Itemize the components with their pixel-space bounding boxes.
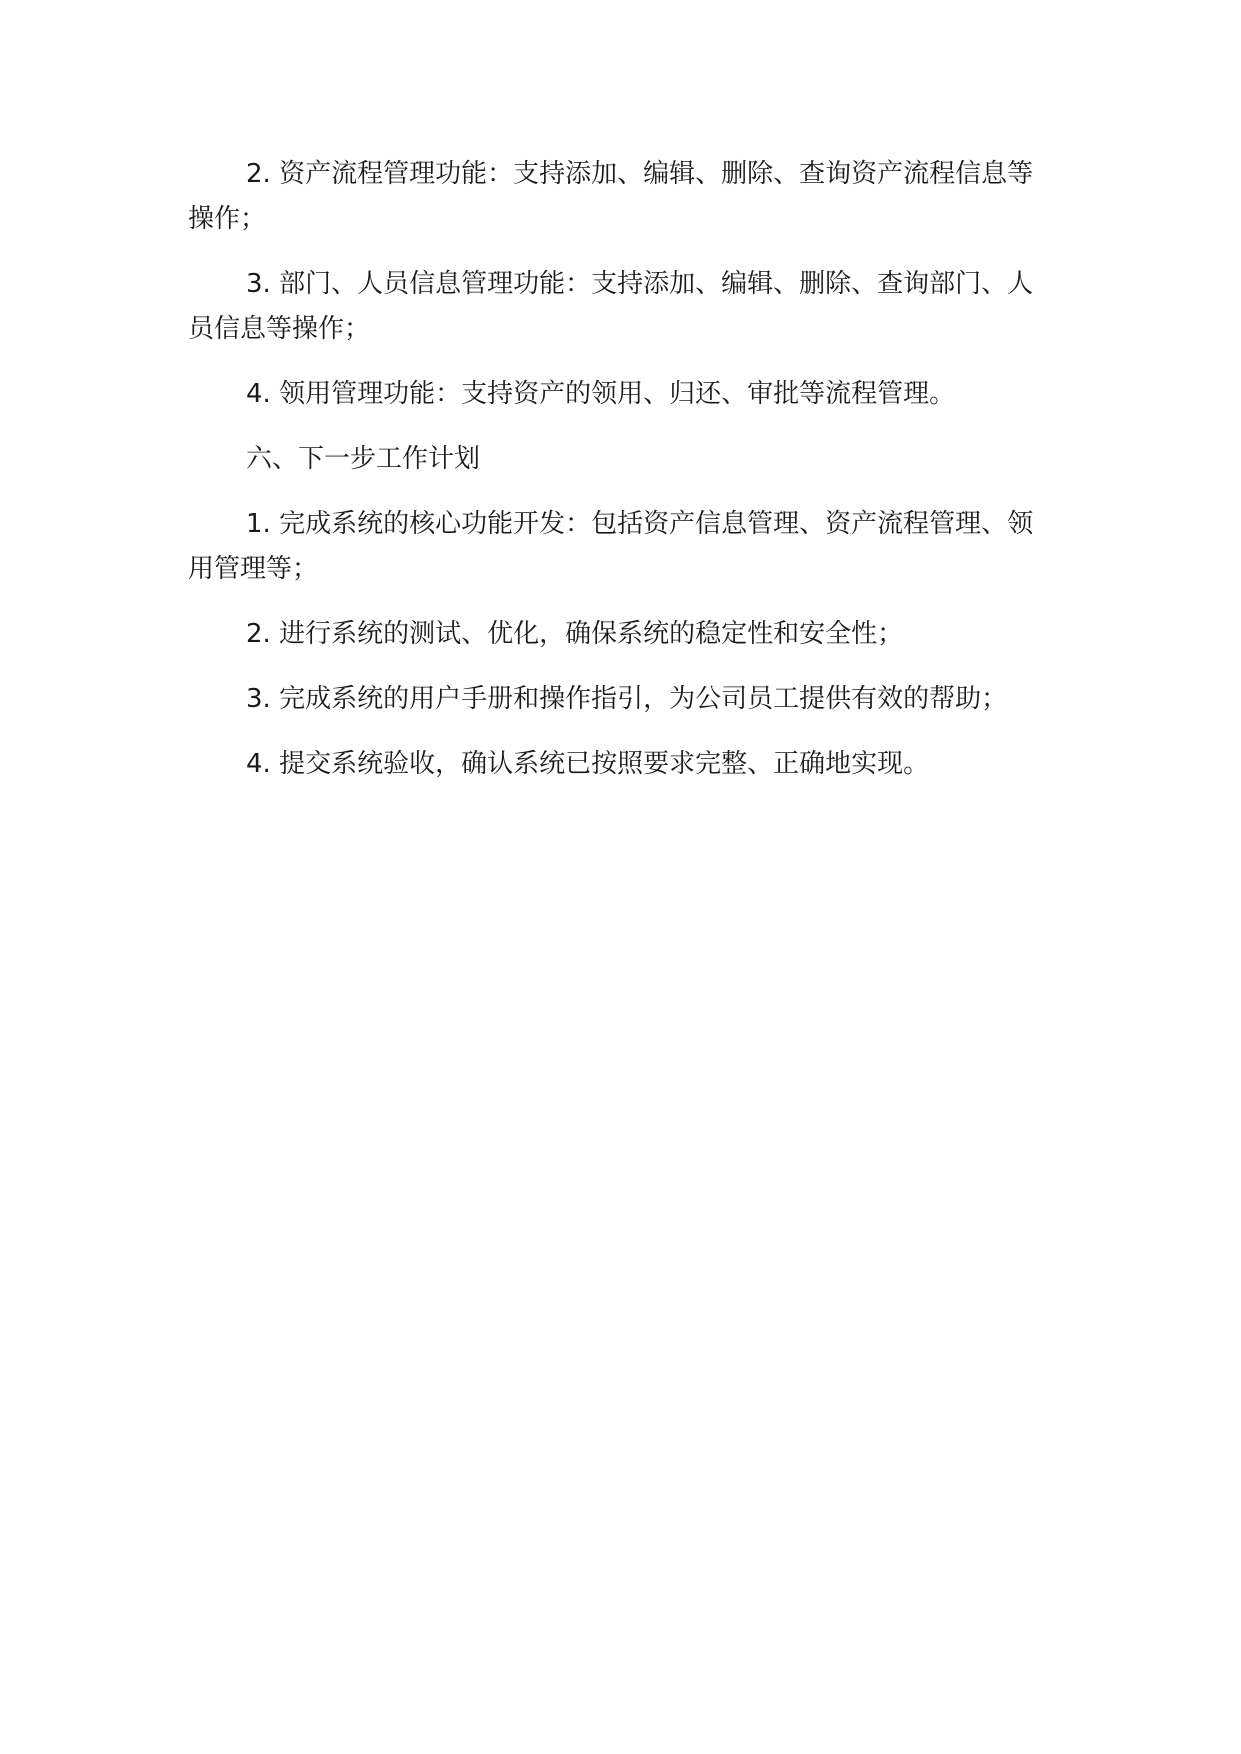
paragraph-testing-optimization: 2. 进行系统的测试、优化，确保系统的稳定性和安全性； bbox=[246, 619, 904, 649]
paragraph-requisition-management: 4. 领用管理功能：支持资产的领用、归还、审批等流程管理。 bbox=[246, 379, 956, 409]
document-body bbox=[188, 152, 1048, 807]
paragraph-department-staff-management: 3. 部门、人员信息管理功能：支持添加、编辑、删除、查询部门、人员信息等操作； bbox=[188, 269, 1034, 344]
paragraph-user-manual: 3. 完成系统的用户手册和操作指引，为公司员工提供有效的帮助； bbox=[246, 684, 1008, 714]
paragraph-acceptance: 4. 提交系统验收，确认系统已按照要求完整、正确地实现。 bbox=[246, 749, 930, 779]
paragraph-core-development: 1. 完成系统的核心功能开发：包括资产信息管理、资产流程管理、领用管理等； bbox=[188, 509, 1034, 584]
paragraph-asset-process-management: 2. 资产流程管理功能：支持添加、编辑、删除、查询资产流程信息等操作； bbox=[188, 159, 1034, 234]
section-heading-next-steps: 六、下一步工作计划 bbox=[246, 444, 481, 474]
